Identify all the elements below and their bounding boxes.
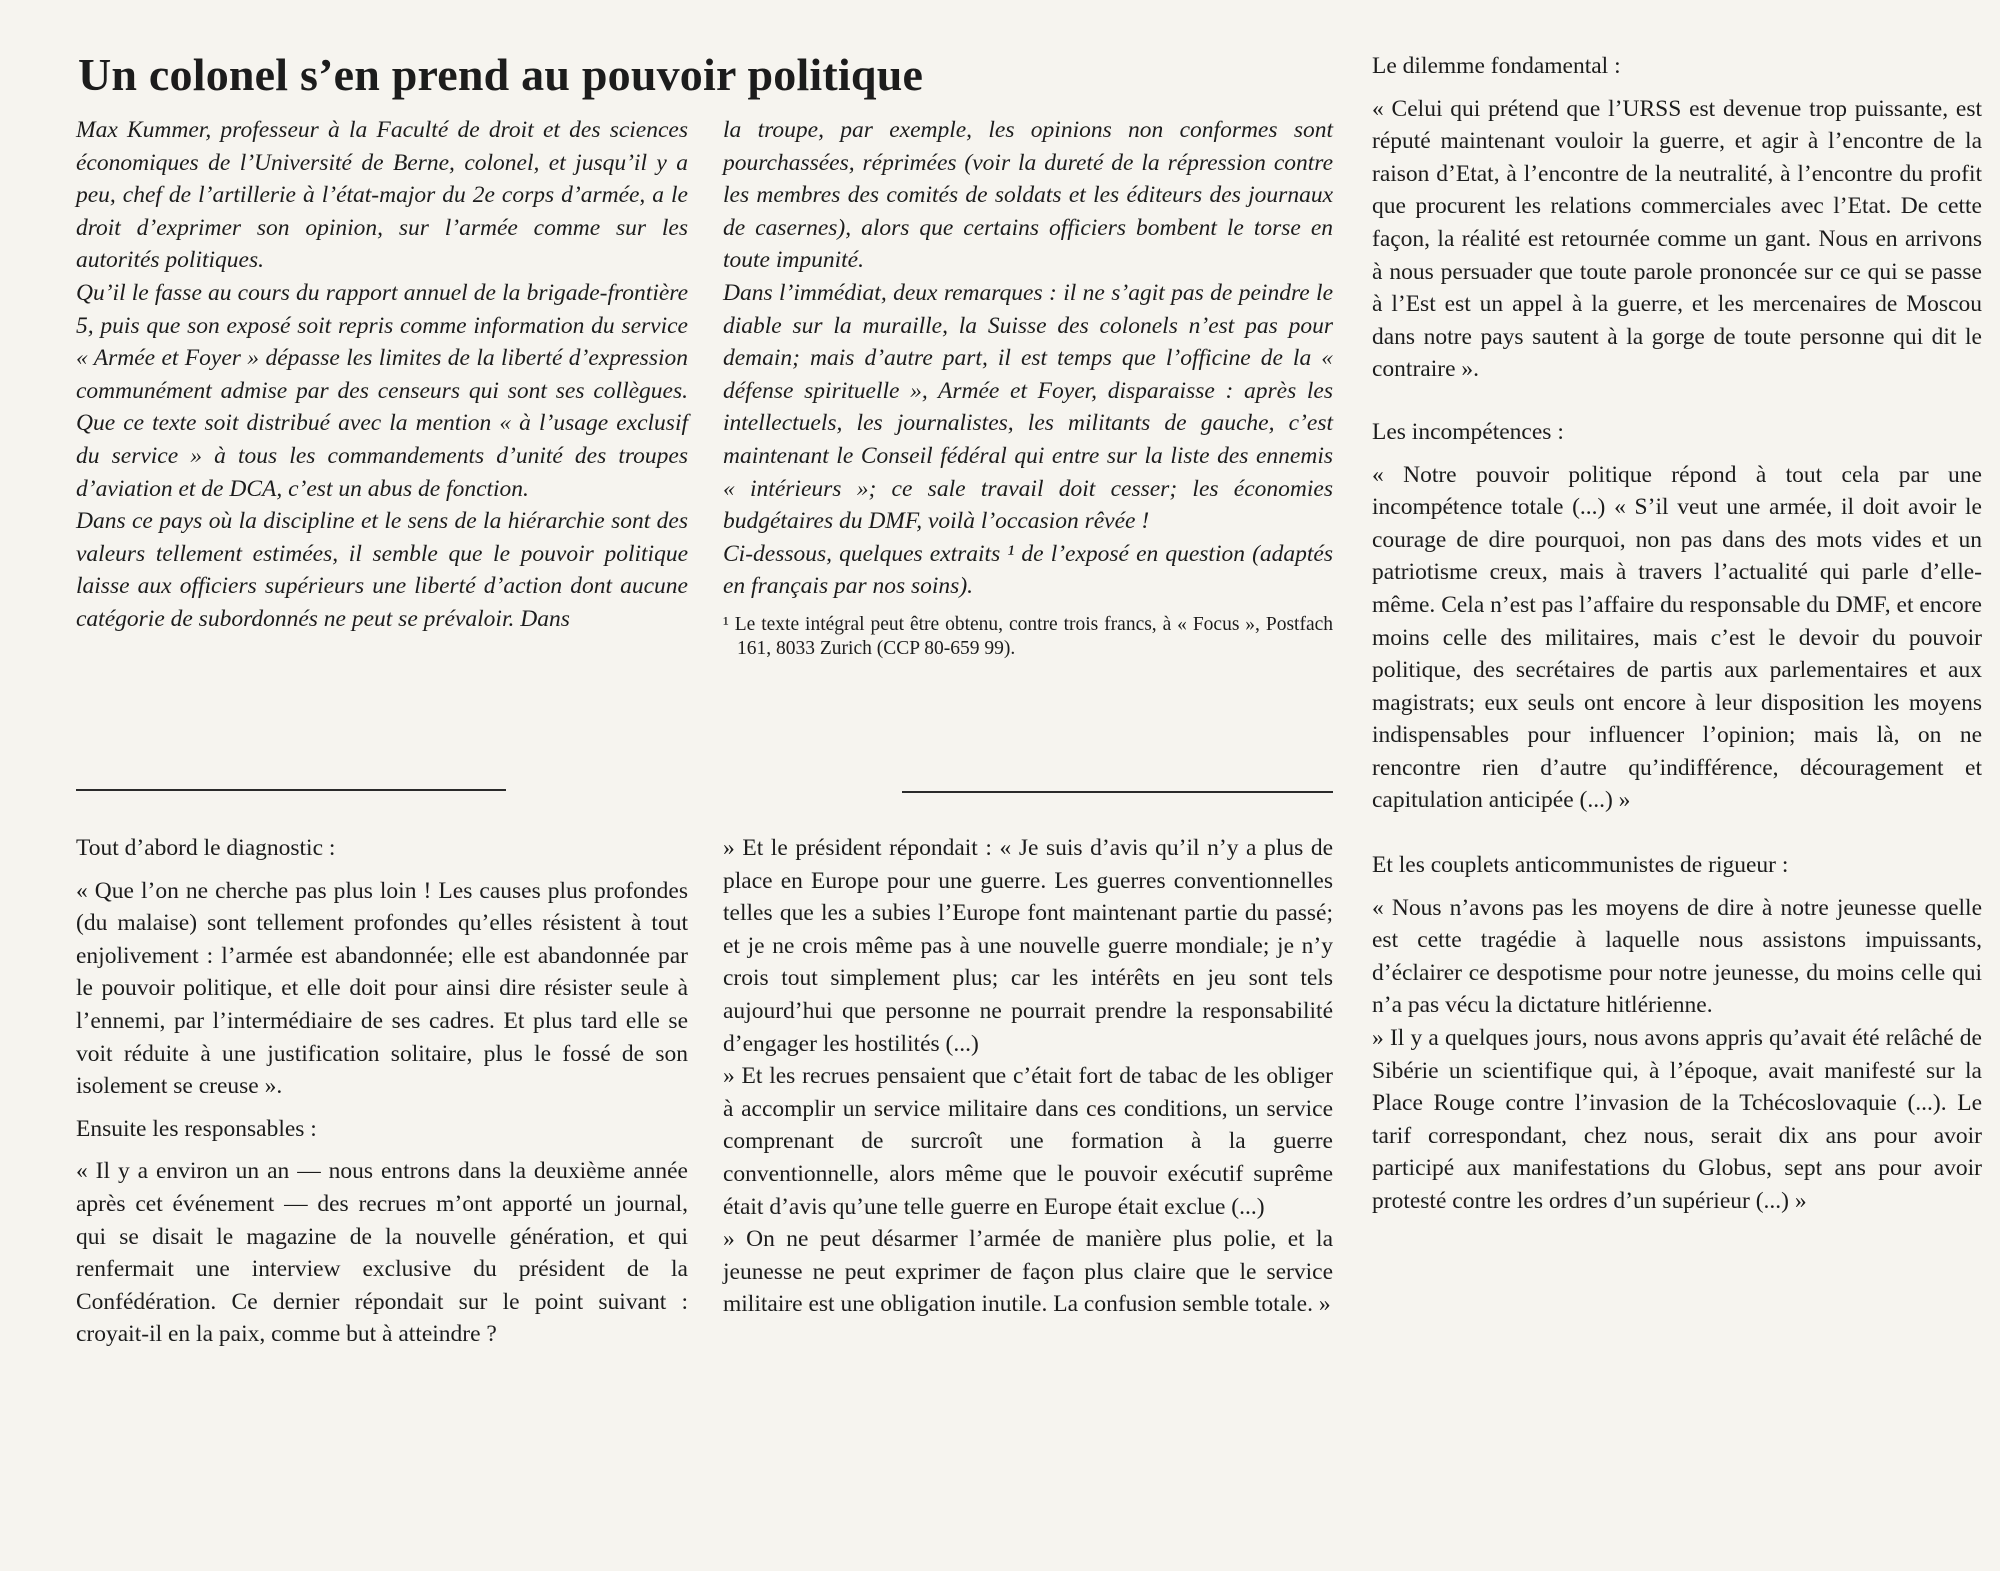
quote-paragraph: « Il y a environ un an — nous entrons dans la deuxième année après cet événement — des recrues m’ont apporté un journal, qui se disait le magazine de la nouvelle génération, et qui renfermait une interview exclusive du président de la Confédération. Ce dernier répondait sur le point suivant : croyait-il en la paix, comme but à atteindre ? (76, 1158, 688, 1348)
president-column (723, 832, 1333, 1321)
footnote: ¹ Le texte intégral peut être obtenu, contre trois francs, à « Focus », Postfach 161, 8033 Zurich (CCP 80-659 99). (723, 613, 1333, 659)
intro-column-1 (76, 114, 688, 636)
intro-column-2 (723, 114, 1333, 661)
article-title: Un colonel s’en prend au pouvoir politique (78, 49, 924, 100)
quote-paragraph: « Notre pouvoir politique répond à tout cela par une incompétence totale (...) « S’il veut une armée, il doit avoir le courage de dire pourquoi, non pas dans des mots vides et un patriotisme creux, mais à travers l’actualité qui parle d’elle-même. Cela n’est pas l’affaire du responsable du DMF, et encore moins celle des militaires, mais c’est le devoir du pouvoir politique, des secrétaires de partis aux parlementaires et aux magistrats; eux seuls ont encore à leur disposition les moyens indispensables pour influencer l’opinion; mais là, on ne rencontre rien d’autre qu’indifférence, découragement et capitulation anticipée (...) » (1372, 461, 1982, 814)
quote-paragraph: » Il y a quelques jours, nous avons appris qu’avait été relâché de Sibérie un scientifique qui, à l’époque, avait manifesté sur la Place Rouge contre l’invasion de la Tchécoslovaquie (...). Le tarif correspondant, chez nous, serait dix ans pour avoir participé aux manifestations du Globus, sept ans pour avoir protesté contre les ordres d’un supérieur (...) » (1372, 1025, 1982, 1214)
quote-paragraph: « Celui qui prétend que l’URSS est devenue trop puissante, est réputé maintenant vouloir la guerre, et agir à l’encontre de la raison d’Etat, à l’encontre de la neutralité, à l’encontre du profit que procurent les relations commerciales avec l’Etat. De cette façon, la réalité est retournée comme un gant. Nous en arrivons à nous persuader que toute parole prononcée sur ce qui se passe à l’Est est un appel à la guerre, et les mercenaires de Moscou dans notre pays sautent à la gorge de toute personne qui dit le contraire ». (1372, 95, 1982, 383)
separator-rule (76, 789, 506, 791)
section-heading: Ensuite les responsables : (76, 1115, 317, 1142)
quote-paragraph: « Nous n’avons pas les moyens de dire à notre jeunesse quelle est cette tragédie à laquelle nous assistons impuissants, d’éclairer ce despotisme pour notre jeunesse, du moins celle qui n’a pas vécu la dictature hitlérienne. (1372, 894, 1982, 1019)
section-heading: Les incompétences : (1372, 418, 1564, 445)
section-heading: Et les couplets anticommunistes de rigueur : (1372, 852, 1789, 879)
intro-paragraph: la troupe, par exemple, les opinions non conformes sont pourchassées, réprimées (voir la dureté de la répression contre les membres des comités de soldats et les éditeurs des journaux de casernes), alors que certains officiers bombent le torse en toute impunité. (723, 117, 1333, 274)
section-heading: Le dilemme fondamental : (1372, 53, 1621, 79)
intro-paragraph: Max Kummer, professeur à la Faculté de droit et des sciences économiques de l’Université de Berne, colonel, et jusqu’il y a peu, chef de l’artillerie à l’état-major du 2e corps d’armée, a le droit d’exprimer son opinion, sur l’armée comme sur les autorités politiques. (76, 117, 688, 274)
quote-paragraph: » On ne peut désarmer l’armée de manière plus polie, et la jeunesse ne peut exprimer de façon plus claire que le service militaire est une obligation inutile. La confusion semble totale. » (723, 1226, 1333, 1318)
quote-paragraph: « Que l’on ne cherche pas plus loin ! Les causes plus profondes (du malaise) sont tellement profondes qu’elles résistent à tout enjolivement : l’armée est abandonnée; elle est abandonnée par le pouvoir politique, et elle doit pour ainsi dire résister seule à l’ennemi, par l’intermédiaire de ses cadres. Et plus tard elle se voit réduite à une justification solitaire, plus le fossé de son isolement se creuse ». (76, 877, 688, 1100)
intro-paragraph: Ci-dessous, quelques extraits ¹ de l’exposé en question (adaptés en français par nos soins). (723, 540, 1333, 600)
quote-paragraph: » Et le président répondait : « Je suis d’avis qu’il n’y a plus de place en Europe pour une guerre. Les guerres conventionnelles telles que les a subies l’Europe font maintenant partie du passé; et je ne crois même pas à une nouvelle guerre mondiale; je n’y crois tout simplement plus; car les intérêts en jeu sont tels aujourd’hui que personne ne pourrait prendre la responsabilité d’engager les hostilités (...) (723, 835, 1333, 1057)
quote-paragraph: » Et les recrues pensaient que c’était fort de tabac de les obliger à accomplir un service militaire dans ces conditions, un service comprenant de surcroît une formation à la guerre conventionnelle, alors même que le pouvoir exécutif suprême était d’avis qu’une telle guerre en Europe était exclue (...) (723, 1063, 1333, 1220)
intro-paragraph: Dans l’immédiat, deux remarques : il ne s’agit pas de peindre le diable sur la muraille, la Suisse des colonels n’est pas pour demain; mais d’autre part, il est temps que l’officine de la « défense spirituelle », Armée et Foyer, disparaisse : après les intellectuels, les journalistes, les militants de gauche, c’est maintenant le Conseil fédéral qui entre sur la liste des ennemis « intérieurs »; ce sale travail doit cesser; les économies budgétaires du DMF, voilà l’occasion rêvée ! (723, 279, 1333, 535)
intro-paragraph: Dans ce pays où la discipline et le sens de la hiérarchie sont des valeurs tellement estimées, il semble que le pouvoir politique laisse aux officiers supérieurs une liberté d’action dont aucune catégorie de subordonnés ne peut se prévaloir. Dans (76, 508, 688, 632)
section-heading: Tout d’abord le diagnostic : (76, 835, 336, 861)
right-column (1372, 50, 1982, 1218)
separator-rule (902, 791, 1333, 793)
intro-paragraph: Qu’il le fasse au cours du rapport annuel de la brigade-frontière 5, puis que son exposé soit repris comme information du service « Armée et Foyer » dépasse les limites de la liberté d’expression communément admise par des censeurs qui sont ses collègues. Que ce texte soit distribué avec la mention « à l’usage exclusif du service » à tous les commandements d’unité des troupes d’aviation et de DCA, c’est un abus de fonction. (76, 279, 688, 502)
diagnostic-column (76, 832, 688, 1351)
